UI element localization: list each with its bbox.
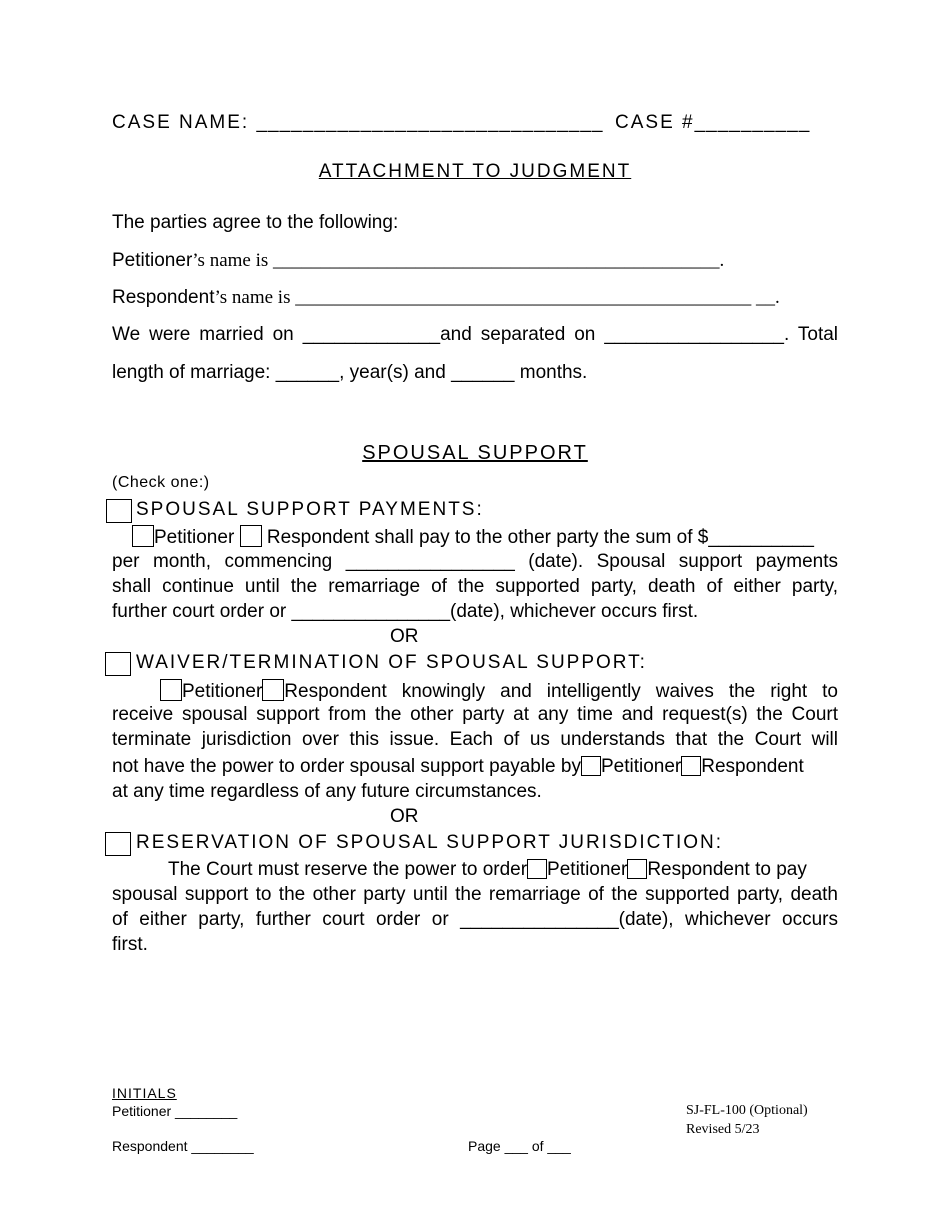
months-label: months. xyxy=(519,362,588,383)
waiver-respondent-text: Respondent knowingly and intelligently waives the right to xyxy=(284,681,838,702)
waiver-payable-petitioner-checkbox[interactable] xyxy=(581,756,601,776)
payments-petitioner-label: Petitioner xyxy=(154,527,235,548)
waiver-line-4-text: not have the power to order spousal support payable by xyxy=(112,756,581,777)
marriage-length-row xyxy=(112,362,838,384)
separated-on-label: and separated on xyxy=(440,324,596,345)
initials-label: INITIALS xyxy=(112,1085,177,1101)
waiver-heading: WAIVER/TERMINATION OF SPOUSAL SUPPORT: xyxy=(136,652,647,673)
marriage-dates-row xyxy=(112,324,838,346)
reservation-line-3: of either party, further court order or _______________(date), whichever occurs xyxy=(112,909,838,930)
reservation-respondent-checkbox[interactable] xyxy=(627,859,647,879)
case-name-field[interactable]: ______________________________ xyxy=(256,112,604,133)
respondent-name-row xyxy=(112,287,838,309)
payments-option-checkbox[interactable] xyxy=(106,499,132,523)
waiver-payable-respondent-checkbox[interactable] xyxy=(681,756,701,776)
reservation-heading: RESERVATION OF SPOUSAL SUPPORT JURISDICTION: xyxy=(136,832,724,853)
separated-date-field[interactable]: _________________. xyxy=(604,324,790,345)
years-label: year(s) and xyxy=(349,362,446,383)
document-title: ATTACHMENT TO JUDGMENT xyxy=(318,161,632,182)
reservation-option-checkbox[interactable] xyxy=(105,832,131,856)
waiver-option-checkbox[interactable] xyxy=(105,652,131,676)
check-one-instruction: (Check one:) xyxy=(112,474,210,491)
form-revised: Revised 5/23 xyxy=(686,1122,760,1137)
waiver-respondent-checkbox[interactable] xyxy=(262,679,284,701)
petitioner-name-field[interactable]: _______________________________________________. xyxy=(268,250,725,271)
payments-payer-row xyxy=(132,525,814,549)
case-number-row xyxy=(615,112,810,134)
waiver-petitioner-checkbox[interactable] xyxy=(160,679,182,701)
payments-heading: SPOUSAL SUPPORT PAYMENTS: xyxy=(136,499,484,520)
reservation-line-1-text: The Court must reserve the power to order xyxy=(168,859,528,880)
respondent-initials-field[interactable]: Respondent ________ xyxy=(112,1138,254,1154)
petitioner-label: Petitioner xyxy=(112,250,193,271)
petitioner-initials-field[interactable]: Petitioner ________ xyxy=(112,1103,238,1119)
length-label: length of marriage: xyxy=(112,362,271,383)
waiver-line-1 xyxy=(160,679,838,703)
respondent-name-is: ’s name is xyxy=(214,287,291,308)
payments-line-2: per month, commencing ________________ (date). Spousal support payments xyxy=(112,551,838,572)
petitioner-name-is: ’s name is xyxy=(192,250,269,271)
parties-agree-text: The parties agree to the following: xyxy=(112,212,399,233)
case-name-row xyxy=(112,112,604,134)
case-name-label: CASE NAME: xyxy=(112,112,250,133)
case-number-field[interactable]: __________ xyxy=(694,112,811,133)
reservation-line-2: spousal support to the other party until the remarriage of the supported party, death xyxy=(112,884,838,905)
reservation-line-1 xyxy=(168,859,807,881)
years-field[interactable]: ______, xyxy=(275,362,345,383)
respondent-label: Respondent xyxy=(112,287,215,308)
or-separator: OR xyxy=(390,806,419,827)
payments-respondent-text: Respondent shall pay to the other party the sum of $__________ xyxy=(266,527,815,548)
petitioner-name-row xyxy=(112,250,838,272)
reservation-line-4: first. xyxy=(112,934,148,955)
waiver-payable-petitioner-label: Petitioner xyxy=(600,756,682,777)
waiver-line-2: receive spousal support from the other party at any time and request(s) the Court xyxy=(112,704,838,725)
payments-line-4: further court order or _______________(date), whichever occurs first. xyxy=(112,601,699,622)
form-id: SJ-FL-100 (Optional) xyxy=(686,1103,808,1118)
reservation-petitioner-checkbox[interactable] xyxy=(527,859,547,879)
married-date-field[interactable]: _____________ xyxy=(302,324,441,345)
payments-respondent-checkbox[interactable] xyxy=(240,525,262,547)
page-number: Page ___ of ___ xyxy=(468,1138,571,1154)
waiver-petitioner-label: Petitioner xyxy=(182,681,263,702)
or-separator: OR xyxy=(390,626,419,647)
respondent-name-field[interactable]: ________________________________________________ __. xyxy=(290,287,780,308)
payments-petitioner-checkbox[interactable] xyxy=(132,525,154,547)
payments-line-3: shall continue until the remarriage of the supported party, death of either party, xyxy=(112,576,838,597)
waiver-line-3: terminate jurisdiction over this issue. Each of us understands that the Court will xyxy=(112,729,838,750)
spousal-support-heading: SPOUSAL SUPPORT xyxy=(362,442,588,464)
reservation-petitioner-label: Petitioner xyxy=(547,859,628,880)
waiver-line-4 xyxy=(112,756,838,778)
case-number-label: CASE # xyxy=(615,112,695,133)
married-on-label: We were married on xyxy=(112,324,294,345)
total-label: Total xyxy=(797,324,839,345)
waiver-line-5: at any time regardless of any future circumstances. xyxy=(112,781,542,802)
months-field[interactable]: ______ xyxy=(451,362,515,383)
reservation-respondent-text: Respondent to pay xyxy=(647,859,807,880)
waiver-payable-respondent-label: Respondent xyxy=(701,756,804,777)
